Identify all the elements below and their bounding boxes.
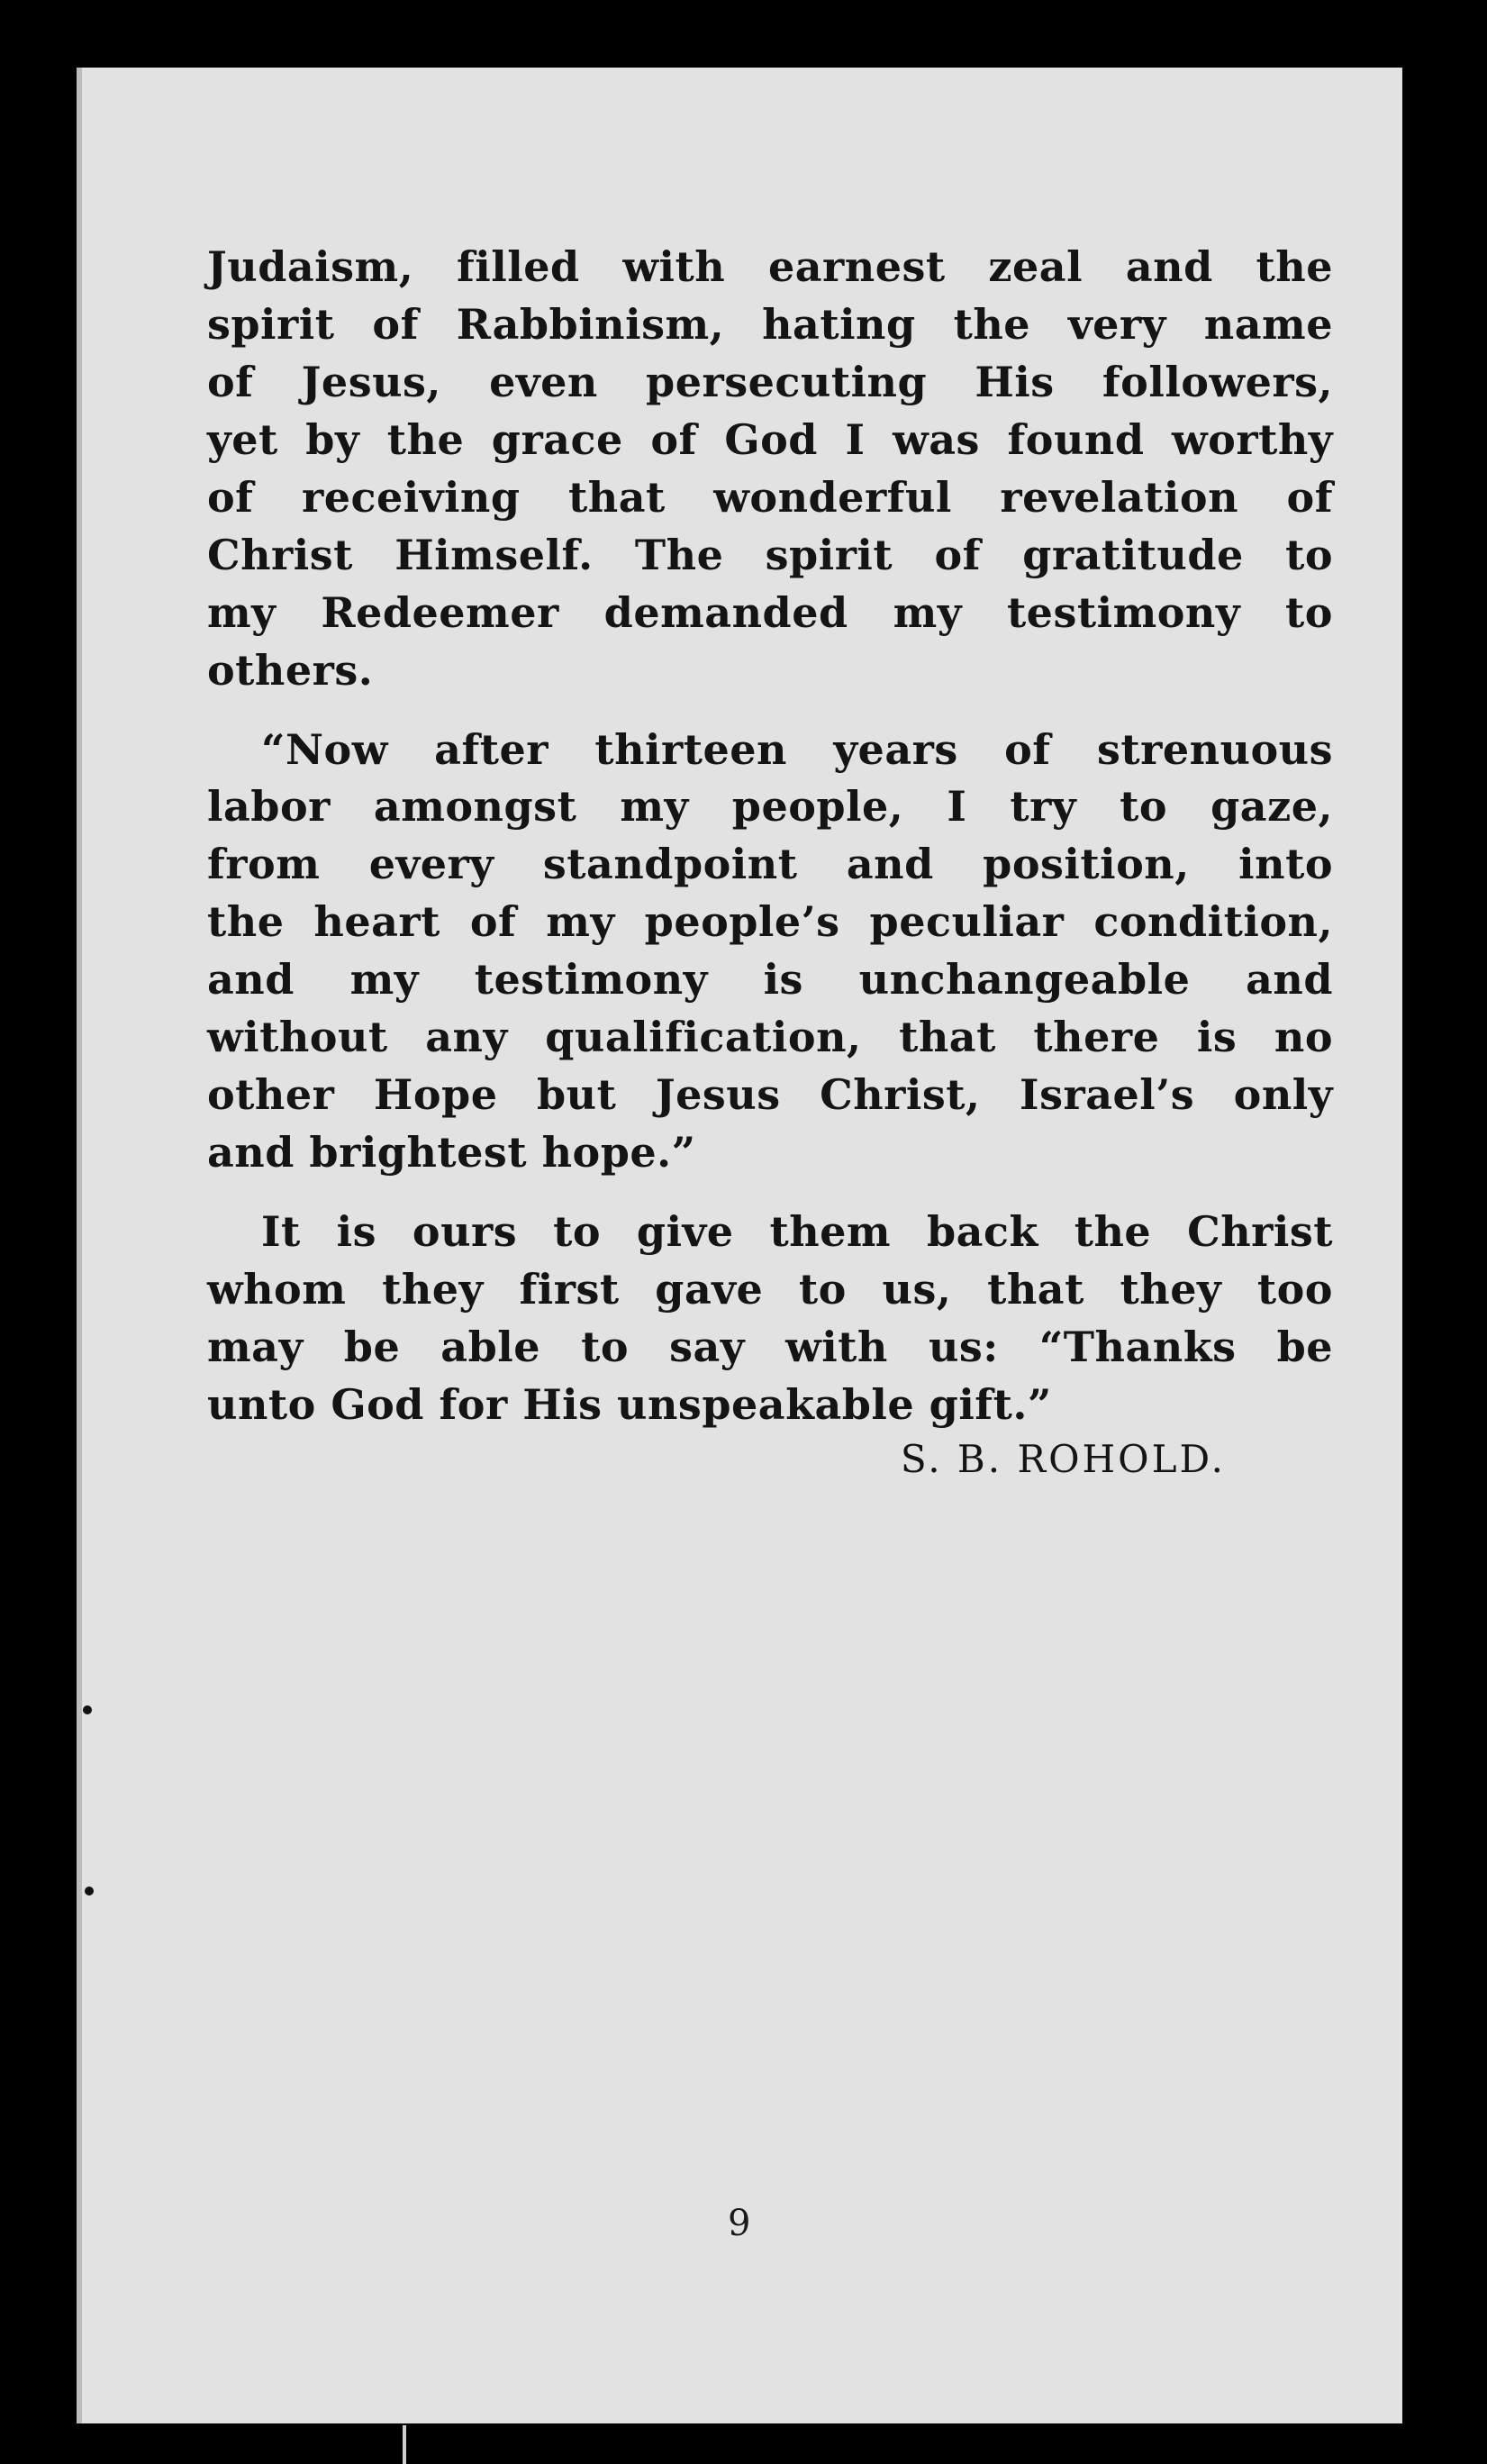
text-line: and brightest hope.”: [207, 1128, 696, 1177]
paragraph-3: [207, 1204, 1333, 1434]
scan-speck: [83, 1705, 92, 1714]
page-content-area: [77, 68, 1402, 2423]
text-line: Christ Himself. The spirit of gratitude to: [207, 530, 1333, 579]
text-line: whom they first gave to us, that they too: [207, 1264, 1333, 1314]
scan-speck: [85, 1887, 94, 1896]
text-line: yet by the grace of God I was found worthy: [207, 414, 1333, 464]
text-line: the heart of my people’s peculiar condition,: [207, 897, 1333, 947]
text-line: other Hope but Jesus Christ, Israel’s only: [207, 1070, 1333, 1120]
binding-mark: [403, 2425, 406, 2464]
text-line: unto God for His unspeakable gift.”: [207, 1379, 1052, 1429]
text-line: without any qualification, that there is no: [207, 1013, 1333, 1062]
text-line: from every standpoint and position, into: [207, 840, 1333, 889]
text-line: others.: [207, 645, 374, 695]
page-number: 9: [728, 2203, 751, 2244]
text-line: “Now after thirteen years of strenuous: [261, 724, 1333, 774]
text-line: labor amongst my people, I try to gaze,: [207, 782, 1333, 832]
text-line: spirit of Rabbinism, hating the very name: [207, 299, 1333, 349]
text-line: and my testimony is unchangeable and: [207, 955, 1333, 1005]
paragraph-2: [207, 722, 1333, 1183]
paragraph-1: [207, 239, 1333, 700]
text-line: Judaism, filled with earnest zeal and the: [207, 242, 1333, 291]
text-line: my Redeemer demanded my testimony to: [207, 587, 1333, 637]
text-line: It is ours to give them back the Christ: [261, 1207, 1333, 1256]
text-line: may be able to say with us: “Thanks be: [207, 1322, 1333, 1371]
body-text: [207, 239, 1333, 1456]
signature: S. B. ROHOLD.: [900, 1437, 1226, 1481]
text-line: of receiving that wonderful revelation of: [207, 472, 1333, 522]
text-line: of Jesus, even persecuting His followers,: [207, 357, 1333, 406]
